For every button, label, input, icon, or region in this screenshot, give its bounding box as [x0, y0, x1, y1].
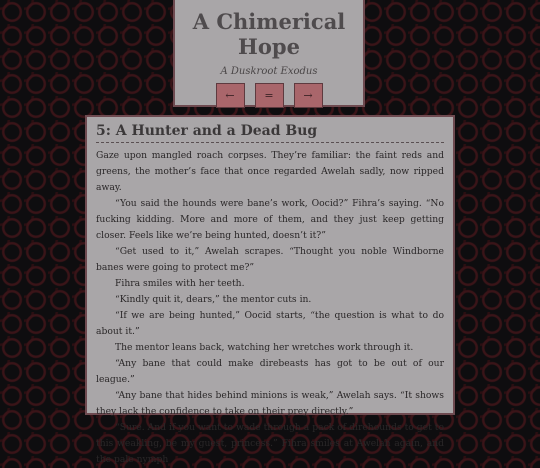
chapter-content [85, 115, 455, 465]
paragraph: Fihra smiles with her teeth. [115, 278, 245, 289]
paragraph: “Any bane that could make direbeasts has got to be out of our league.” [96, 358, 444, 385]
story-title: A Chimerical Hope [192, 9, 346, 59]
chapter-nav [175, 83, 363, 108]
paragraph: “Kindly quit it, dears,” the mentor cuts in. [115, 294, 312, 305]
paragraph: “Sure. And if you want to wade through a pack of direhounds to get to this weakling, be my guest, princess.” Fihra smiles at Awelah again, and the pale nymph [96, 422, 444, 465]
story-header [173, 0, 365, 107]
next-chapter-button[interactable]: → [294, 83, 323, 108]
paragraph: “Any bane that hides behind minions is weak,” Awelah says. “It shows they lack the confidence to take on their prey directly.” [96, 390, 444, 417]
paragraph: “If we are being hunted,” Oocid starts, “the question is what to do about it.” [96, 310, 444, 337]
chapter-body [96, 148, 444, 468]
prev-chapter-button[interactable]: ← [216, 83, 245, 108]
paragraph: “Get used to it,” Awelah scrapes. “Thought you noble Windborne banes were going to protect me?” [96, 246, 444, 273]
paragraph: The mentor leans back, watching her wretches work through it. [115, 342, 414, 353]
chapter-title: 5: A Hunter and a Dead Bug [96, 123, 444, 143]
paragraph: “You said the hounds were bane’s work, Oocid?” Fihra’s saying. “No fucking kidding. More and more of them, and they just keep getting closer. Feels like we’re being hunted, doesn’t it?” [96, 198, 444, 241]
chapter-index-button[interactable]: = [255, 83, 284, 108]
paragraph: Gaze upon mangled roach corpses. They’re familiar: the faint reds and greens, the mother’s face that once regarded Awelah sadly, now ripped away. [96, 150, 444, 193]
story-subtitle: A Duskroot Exodus [220, 66, 318, 77]
